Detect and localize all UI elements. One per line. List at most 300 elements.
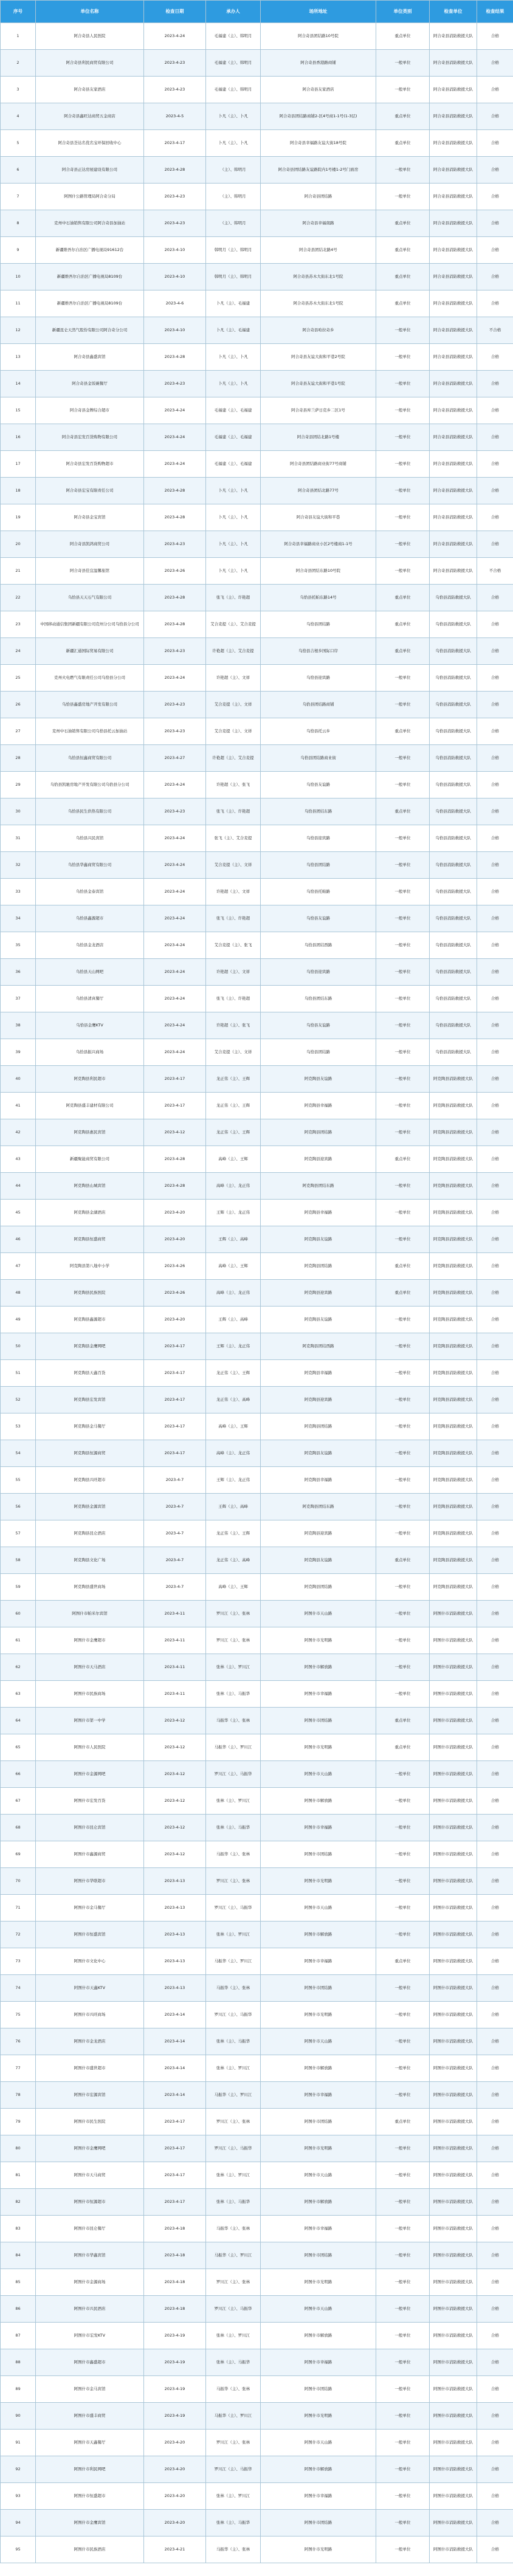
cell-address: 阿克陶县团结路	[261, 1413, 376, 1440]
table-header	[1, 1, 513, 23]
cell-unit-category: 一般单位	[376, 2349, 430, 2376]
cell-check-date: 2023-4-14	[144, 2055, 206, 2082]
cell-check-unit: 阿合奇县消防救援大队	[430, 157, 477, 184]
cell-unit-name: 乌恰县鑫盛房地产开发有限公司	[36, 692, 144, 718]
table-row	[1, 77, 513, 103]
cell-check-date: 2023-4-17	[144, 1413, 206, 1440]
cell-unit-name: 阿图什市民生医院	[36, 2109, 144, 2135]
cell-index: 78	[1, 2082, 36, 2109]
table-row	[1, 2189, 513, 2216]
cell-index: 40	[1, 1066, 36, 1093]
cell-check-unit: 阿图什市消防救援大队	[430, 2082, 477, 2109]
cell-check-result: 合格	[477, 1146, 513, 1173]
cell-unit-name: 阿合奇县宏发百货购物超市	[36, 451, 144, 478]
cell-index: 25	[1, 665, 36, 692]
cell-address: 阿克陶县幸福路	[261, 1200, 376, 1226]
cell-address: 乌恰县团结路	[261, 852, 376, 879]
cell-unit-name: 阿合奇县宏发百货购物有限公司	[36, 424, 144, 451]
cell-handler: 罗川江（主）、马振华	[206, 2296, 261, 2323]
cell-check-date: 2023-4-24	[144, 1012, 206, 1039]
cell-unit-category: 重点单位	[376, 1708, 430, 1734]
cell-address: 阿图什市光明路	[261, 1868, 376, 1895]
cell-handler: 高峰（主）、王辉	[206, 1146, 261, 1173]
cell-index: 93	[1, 2483, 36, 2510]
table-row	[1, 1547, 513, 1574]
cell-index: 52	[1, 1387, 36, 1413]
cell-check-unit: 阿合奇县消防救援大队	[430, 237, 477, 264]
cell-check-date: 2023-4-11	[144, 1601, 206, 1627]
cell-address: 阿克陶县团结路	[261, 1253, 376, 1280]
cell-handler: 马振华（主）、罗川江	[206, 1948, 261, 1975]
cell-check-date: 2023-4-18	[144, 2269, 206, 2296]
cell-handler: 龙正伟（主）、王辉	[206, 1520, 261, 1547]
cell-handler: 张林（主）、罗川江	[206, 2483, 261, 2510]
cell-address: 阿克陶县团结路	[261, 1574, 376, 1601]
cell-unit-category: 一般单位	[376, 2323, 430, 2349]
cell-index: 91	[1, 2430, 36, 2456]
cell-address: 阿克陶县友谊路	[261, 1066, 376, 1093]
cell-handler: 龙正伟（主）、王辉	[206, 1119, 261, 1146]
cell-unit-name: 阿图什市宏源宾馆	[36, 2082, 144, 2109]
cell-unit-category: 一般单位	[376, 2537, 430, 2563]
cell-index: 94	[1, 2510, 36, 2537]
cell-check-date: 2023-4-28	[144, 344, 206, 371]
cell-check-unit: 阿克陶县消防救援大队	[430, 1146, 477, 1173]
cell-unit-name: 阿图什市金鹰超市	[36, 1627, 144, 1654]
table-row	[1, 1253, 513, 1280]
cell-handler: 艾合麦提（主）、文祥	[206, 718, 261, 745]
cell-index: 22	[1, 585, 36, 611]
cell-handler: 高峰（主）、龙正伟	[206, 1173, 261, 1200]
cell-unit-name: 阿图什市兴民酒店	[36, 2296, 144, 2323]
table-row	[1, 504, 513, 531]
cell-address: 乌恰县团结路商业街	[261, 745, 376, 772]
table-row	[1, 2483, 513, 2510]
cell-handler: 高峰（主）、王辉	[206, 1574, 261, 1601]
table-row	[1, 2296, 513, 2323]
cell-check-result: 合格	[477, 290, 513, 317]
cell-check-result: 合格	[477, 1494, 513, 1520]
cell-check-date: 2023-4-11	[144, 1654, 206, 1681]
cell-handler: 张林（主）、马振华	[206, 1815, 261, 1841]
cell-check-date: 2023-4-23	[144, 531, 206, 558]
cell-unit-name: 阿图什市金鹰网吧	[36, 2135, 144, 2162]
cell-check-date: 2023-4-17	[144, 1387, 206, 1413]
cell-address: 阿图什市幸福路	[261, 2349, 376, 2376]
cell-check-unit: 阿图什市消防救援大队	[430, 1948, 477, 1975]
cell-unit-category: 一般单位	[376, 478, 430, 504]
cell-index: 72	[1, 1922, 36, 1948]
cell-unit-category: 重点单位	[376, 290, 430, 317]
cell-check-result: 合格	[477, 157, 513, 184]
cell-address: 阿图什市天山路	[261, 2296, 376, 2323]
cell-unit-name: 阿克陶县恒源商贸	[36, 1440, 144, 1467]
cell-handler: 罗川江（主）、张林	[206, 1868, 261, 1895]
cell-check-result: 合格	[477, 1440, 513, 1467]
cell-unit-category: 一般单位	[376, 504, 430, 531]
cell-address: 阿克陶县团结路	[261, 1119, 376, 1146]
cell-index: 20	[1, 531, 36, 558]
cell-check-unit: 阿图什市消防救援大队	[430, 2483, 477, 2510]
cell-check-result: 合格	[477, 1200, 513, 1226]
cell-check-result: 合格	[477, 1253, 513, 1280]
cell-address: 阿图什市解放路	[261, 2055, 376, 2082]
cell-unit-category: 重点单位	[376, 210, 430, 237]
cell-index: 48	[1, 1280, 36, 1307]
cell-address: 阿图什市解放路	[261, 2456, 376, 2483]
cell-check-unit: 阿克陶县消防救援大队	[430, 1440, 477, 1467]
cell-check-result: 合格	[477, 2242, 513, 2269]
table-row	[1, 799, 513, 825]
cell-check-result: 合格	[477, 1922, 513, 1948]
table-row	[1, 130, 513, 157]
table-row	[1, 157, 513, 184]
cell-check-date: 2023-4-20	[144, 2430, 206, 2456]
table-row	[1, 1868, 513, 1895]
cell-handler: 龙正伟（主）、王辉	[206, 1093, 261, 1119]
cell-unit-category: 重点单位	[376, 1280, 430, 1307]
cell-index: 74	[1, 1975, 36, 2002]
cell-address: 乌恰县友谊路	[261, 772, 376, 799]
cell-check-unit: 阿合奇县消防救援大队	[430, 558, 477, 585]
cell-address: 阿图什市天山路	[261, 1761, 376, 1788]
cell-check-unit: 乌恰县消防救援大队	[430, 1039, 477, 1066]
cell-check-unit: 阿图什市消防救援大队	[430, 2162, 477, 2189]
cell-check-date: 2023-4-11	[144, 1627, 206, 1654]
cell-check-date: 2023-4-23	[144, 77, 206, 103]
cell-index: 54	[1, 1440, 36, 1467]
cell-index: 66	[1, 1761, 36, 1788]
cell-address: 阿克陶县团结东路	[261, 1173, 376, 1200]
cell-check-unit: 阿克陶县消防救援大队	[430, 1494, 477, 1520]
cell-handler: 艾合麦提（主）、文祥	[206, 692, 261, 718]
cell-unit-name: 阿合奇县凯鸿商贸公司	[36, 531, 144, 558]
cell-handler: （主）、韩明月	[206, 157, 261, 184]
cell-check-result: 合格	[477, 665, 513, 692]
table-row	[1, 478, 513, 504]
cell-index: 38	[1, 1012, 36, 1039]
cell-check-date: 2023-4-23	[144, 638, 206, 665]
cell-address: 乌恰县迎宾路	[261, 959, 376, 986]
cell-check-result: 合格	[477, 397, 513, 424]
cell-handler: 罗川江（主）、张林	[206, 2109, 261, 2135]
cell-check-date: 2023-4-26	[144, 1253, 206, 1280]
cell-unit-category: 重点单位	[376, 638, 430, 665]
cell-check-unit: 阿合奇县消防救援大队	[430, 317, 477, 344]
cell-index: 84	[1, 2242, 36, 2269]
table-row	[1, 1627, 513, 1654]
table-row	[1, 1039, 513, 1066]
table-row	[1, 558, 513, 585]
cell-unit-name: 中国移动通信集团新疆有限公司克州分公司乌恰县分公司	[36, 611, 144, 638]
cell-check-unit: 阿合奇县消防救援大队	[430, 531, 477, 558]
cell-index: 87	[1, 2323, 36, 2349]
table-row	[1, 1066, 513, 1093]
cell-check-date: 2023-4-10	[144, 317, 206, 344]
cell-unit-name: 克州火电燃气有限责任公司乌恰县分公司	[36, 665, 144, 692]
cell-handler: 卜凡（主）、卜凡	[206, 103, 261, 130]
cell-index: 49	[1, 1307, 36, 1333]
cell-index: 59	[1, 1574, 36, 1601]
cell-check-unit: 阿图什市消防救援大队	[430, 2002, 477, 2028]
cell-unit-name: 阿图什市民族商场	[36, 1681, 144, 1708]
cell-handler: 罗川江（主）、张林	[206, 2269, 261, 2296]
cell-address: 阿合奇县团结北路1号楼	[261, 424, 376, 451]
cell-unit-category: 一般单位	[376, 2055, 430, 2082]
cell-address: 阿图什市光明路	[261, 1627, 376, 1654]
cell-check-result: 合格	[477, 1333, 513, 1360]
cell-index: 4	[1, 103, 36, 130]
cell-unit-category: 一般单位	[376, 1413, 430, 1440]
cell-handler: 罗川江（主）、马振华	[206, 1761, 261, 1788]
cell-index: 89	[1, 2376, 36, 2403]
cell-handler: 许艳超（主）、张飞	[206, 772, 261, 799]
cell-check-result: 合格	[477, 1012, 513, 1039]
cell-unit-category: 一般单位	[376, 1119, 430, 1146]
cell-unit-category: 一般单位	[376, 2135, 430, 2162]
cell-check-result: 合格	[477, 1360, 513, 1387]
cell-check-result: 合格	[477, 1948, 513, 1975]
table-row	[1, 1146, 513, 1173]
cell-address: 阿图什市天山路	[261, 2162, 376, 2189]
cell-index: 24	[1, 638, 36, 665]
cell-address: 阿图什市解放路	[261, 1788, 376, 1815]
cell-address: 阿图什市天山路	[261, 1601, 376, 1627]
cell-check-date: 2023-4-14	[144, 2082, 206, 2109]
cell-index: 7	[1, 184, 36, 210]
cell-check-result: 合格	[477, 50, 513, 77]
cell-unit-category: 一般单位	[376, 1895, 430, 1922]
cell-check-result: 合格	[477, 772, 513, 799]
cell-check-result: 合格	[477, 531, 513, 558]
cell-address: 乌恰县迎宾路	[261, 825, 376, 852]
cell-check-result: 合格	[477, 2189, 513, 2216]
cell-unit-name: 阿图什市恒盛宾馆	[36, 1922, 144, 1948]
cell-index: 76	[1, 2028, 36, 2055]
cell-address: 阿克陶县团结西路	[261, 1333, 376, 1360]
cell-unit-name: 阿图什市昆仑宾馆	[36, 1815, 144, 1841]
cell-handler: 高峰（主）、王辉	[206, 1253, 261, 1280]
cell-unit-category: 一般单位	[376, 2002, 430, 2028]
table-row	[1, 2537, 513, 2563]
cell-address: 阿图什市幸福路	[261, 1815, 376, 1841]
cell-address: 阿合奇县团结路友谊路院内1号楼1-2号门面房	[261, 157, 376, 184]
cell-check-result: 合格	[477, 799, 513, 825]
cell-check-result: 合格	[477, 1066, 513, 1093]
cell-handler: 毛福建（主）、毛福建	[206, 451, 261, 478]
cell-check-unit: 乌恰县消防救援大队	[430, 772, 477, 799]
cell-unit-name: 阿克陶县鑫源超市	[36, 1307, 144, 1333]
cell-check-date: 2023-4-20	[144, 2456, 206, 2483]
cell-unit-name: 阿克陶县第八地中小学	[36, 1253, 144, 1280]
cell-address: 阿图什市天山路	[261, 2028, 376, 2055]
cell-check-result: 合格	[477, 1895, 513, 1922]
cell-unit-name: 乌恰县民生供热有限公司	[36, 799, 144, 825]
cell-address: 阿克陶县友谊路	[261, 1307, 376, 1333]
cell-handler: 王辉（主）、龙正伟	[206, 1467, 261, 1494]
cell-check-result: 合格	[477, 879, 513, 905]
cell-check-result: 合格	[477, 1520, 513, 1547]
cell-check-date: 2023-4-12	[144, 1761, 206, 1788]
cell-unit-name: 阿图什市盛世超市	[36, 2055, 144, 2082]
cell-index: 41	[1, 1093, 36, 1119]
cell-unit-category: 一般单位	[376, 932, 430, 959]
cell-handler: 罗川江（主）、马振华	[206, 2002, 261, 2028]
cell-address: 乌恰县迎宾路	[261, 665, 376, 692]
cell-handler: 张林（主）、罗川江	[206, 2323, 261, 2349]
cell-handler: 张林（主）、罗川江	[206, 2162, 261, 2189]
cell-check-date: 2023-4-18	[144, 2216, 206, 2242]
cell-handler: 马振华（主）、罗川江	[206, 1734, 261, 1761]
cell-index: 6	[1, 157, 36, 184]
cell-index: 61	[1, 1627, 36, 1654]
cell-check-date: 2023-4-12	[144, 1708, 206, 1734]
cell-check-unit: 阿合奇县消防救援大队	[430, 264, 477, 290]
table-row	[1, 1654, 513, 1681]
cell-unit-category: 一般单位	[376, 1520, 430, 1547]
cell-check-date: 2023-4-12	[144, 1119, 206, 1146]
cell-check-unit: 乌恰县消防救援大队	[430, 718, 477, 745]
cell-check-result: 合格	[477, 1413, 513, 1440]
cell-unit-category: 重点单位	[376, 585, 430, 611]
cell-check-date: 2023-4-7	[144, 1574, 206, 1601]
cell-unit-name: 乌恰县金鹰KTV	[36, 1012, 144, 1039]
cell-unit-name: 阿合奇县荟达名优名宝环保回收中心	[36, 130, 144, 157]
cell-unit-category: 一般单位	[376, 1467, 430, 1494]
cell-check-result: 合格	[477, 1467, 513, 1494]
cell-index: 62	[1, 1654, 36, 1681]
cell-unit-name: 乌恰县天天石气有限公司	[36, 585, 144, 611]
cell-check-result: 合格	[477, 2376, 513, 2403]
header-check-result: 检查结果	[477, 1, 513, 23]
table-row	[1, 424, 513, 451]
cell-unit-category: 一般单位	[376, 2269, 430, 2296]
cell-check-unit: 阿克陶县消防救援大队	[430, 1547, 477, 1574]
cell-check-result: 合格	[477, 1841, 513, 1868]
cell-check-result: 合格	[477, 2296, 513, 2323]
cell-address: 阿合奇县友谊大街和平巷2号院	[261, 344, 376, 371]
table-row	[1, 2376, 513, 2403]
cell-unit-category: 一般单位	[376, 905, 430, 932]
cell-handler: 张林（主）、罗川江	[206, 2055, 261, 2082]
cell-check-unit: 阿合奇县消防救援大队	[430, 77, 477, 103]
cell-check-unit: 阿克陶县消防救援大队	[430, 1173, 477, 1200]
cell-check-unit: 阿图什市消防救援大队	[430, 1761, 477, 1788]
cell-address: 阿克陶县幸福路	[261, 1360, 376, 1387]
cell-address: 阿合奇县团结路商业街77号商铺	[261, 451, 376, 478]
cell-address: 阿合奇县香港路商铺	[261, 50, 376, 77]
table-row	[1, 1895, 513, 1922]
cell-check-result: 合格	[477, 1681, 513, 1708]
cell-unit-category: 一般单位	[376, 1761, 430, 1788]
cell-index: 1	[1, 23, 36, 50]
cell-handler: 卜凡（主）、卜凡	[206, 371, 261, 397]
cell-unit-name: 阿图什公路管理局阿合奇分局	[36, 184, 144, 210]
cell-index: 42	[1, 1119, 36, 1146]
cell-unit-category: 一般单位	[376, 1226, 430, 1253]
table-row	[1, 344, 513, 371]
cell-unit-name: 阿图什市金马餐厅	[36, 1895, 144, 1922]
cell-index: 45	[1, 1200, 36, 1226]
cell-check-date: 2023-4-23	[144, 210, 206, 237]
cell-handler: 卜凡（主）、卜凡	[206, 344, 261, 371]
table-row	[1, 1788, 513, 1815]
table-row	[1, 1226, 513, 1253]
cell-unit-category: 重点单位	[376, 1734, 430, 1761]
cell-check-unit: 阿图什市消防救援大队	[430, 2456, 477, 2483]
table-row	[1, 1173, 513, 1200]
cell-index: 53	[1, 1413, 36, 1440]
cell-index: 79	[1, 2109, 36, 2135]
cell-check-date: 2023-4-18	[144, 2242, 206, 2269]
cell-unit-category: 一般单位	[376, 371, 430, 397]
table-row	[1, 879, 513, 905]
header-check-unit: 检查单位	[430, 1, 477, 23]
cell-unit-name: 阿合奇县利民商贸有限公司	[36, 50, 144, 77]
cell-check-result: 合格	[477, 825, 513, 852]
cell-check-unit: 阿图什市消防救援大队	[430, 2376, 477, 2403]
cell-check-date: 2023-4-24	[144, 424, 206, 451]
cell-unit-category: 一般单位	[376, 1307, 430, 1333]
cell-index: 73	[1, 1948, 36, 1975]
cell-unit-category: 重点单位	[376, 1253, 430, 1280]
cell-check-unit: 阿图什市消防救援大队	[430, 1922, 477, 1948]
cell-address: 阿图什市幸福路	[261, 2082, 376, 2109]
cell-check-unit: 阿图什市消防救援大队	[430, 2028, 477, 2055]
cell-unit-name: 阿图什市鑫源商贸	[36, 1841, 144, 1868]
cell-address: 阿图什市幸福路	[261, 2483, 376, 2510]
table-row	[1, 1841, 513, 1868]
cell-check-result: 合格	[477, 1627, 513, 1654]
cell-handler: 许艳超（主）、文祥	[206, 879, 261, 905]
cell-unit-name: 新疆聚能商贸有限公司	[36, 1146, 144, 1173]
cell-index: 65	[1, 1734, 36, 1761]
table-row	[1, 23, 513, 50]
cell-unit-category: 一般单位	[376, 2216, 430, 2242]
cell-address: 乌恰县团结路	[261, 611, 376, 638]
cell-check-result: 不合格	[477, 558, 513, 585]
cell-check-unit: 阿图什市消防救援大队	[430, 1627, 477, 1654]
cell-address: 乌恰县吉根乡国际口岸	[261, 638, 376, 665]
cell-index: 26	[1, 692, 36, 718]
cell-unit-category: 重点单位	[376, 1948, 430, 1975]
cell-index: 70	[1, 1868, 36, 1895]
cell-index: 11	[1, 290, 36, 317]
cell-check-unit: 阿图什市消防救援大队	[430, 1601, 477, 1627]
cell-index: 13	[1, 344, 36, 371]
cell-unit-name: 阿图什市帕米尔宾馆	[36, 1601, 144, 1627]
table-row	[1, 317, 513, 344]
cell-check-unit: 乌恰县消防救援大队	[430, 1012, 477, 1039]
cell-unit-name: 阿克陶县利民超市	[36, 1066, 144, 1093]
cell-index: 39	[1, 1039, 36, 1066]
cell-handler: 张飞（主）、许艳超	[206, 799, 261, 825]
cell-check-unit: 阿克陶县消防救援大队	[430, 1413, 477, 1440]
cell-address: 阿图什市光明路	[261, 1734, 376, 1761]
cell-check-date: 2023-4-28	[144, 157, 206, 184]
cell-handler: 张林（主）、马振华	[206, 2349, 261, 2376]
cell-check-unit: 乌恰县消防救援大队	[430, 611, 477, 638]
cell-address: 乌恰县团结西路	[261, 932, 376, 959]
cell-unit-category: 一般单位	[376, 2242, 430, 2269]
cell-unit-name: 阿图什市盛丰商贸	[36, 2403, 144, 2430]
cell-index: 86	[1, 2296, 36, 2323]
cell-check-date: 2023-4-12	[144, 1841, 206, 1868]
cell-check-date: 2023-4-28	[144, 1146, 206, 1173]
cell-unit-category: 一般单位	[376, 1066, 430, 1093]
cell-unit-category: 一般单位	[376, 1627, 430, 1654]
table-row	[1, 2349, 513, 2376]
